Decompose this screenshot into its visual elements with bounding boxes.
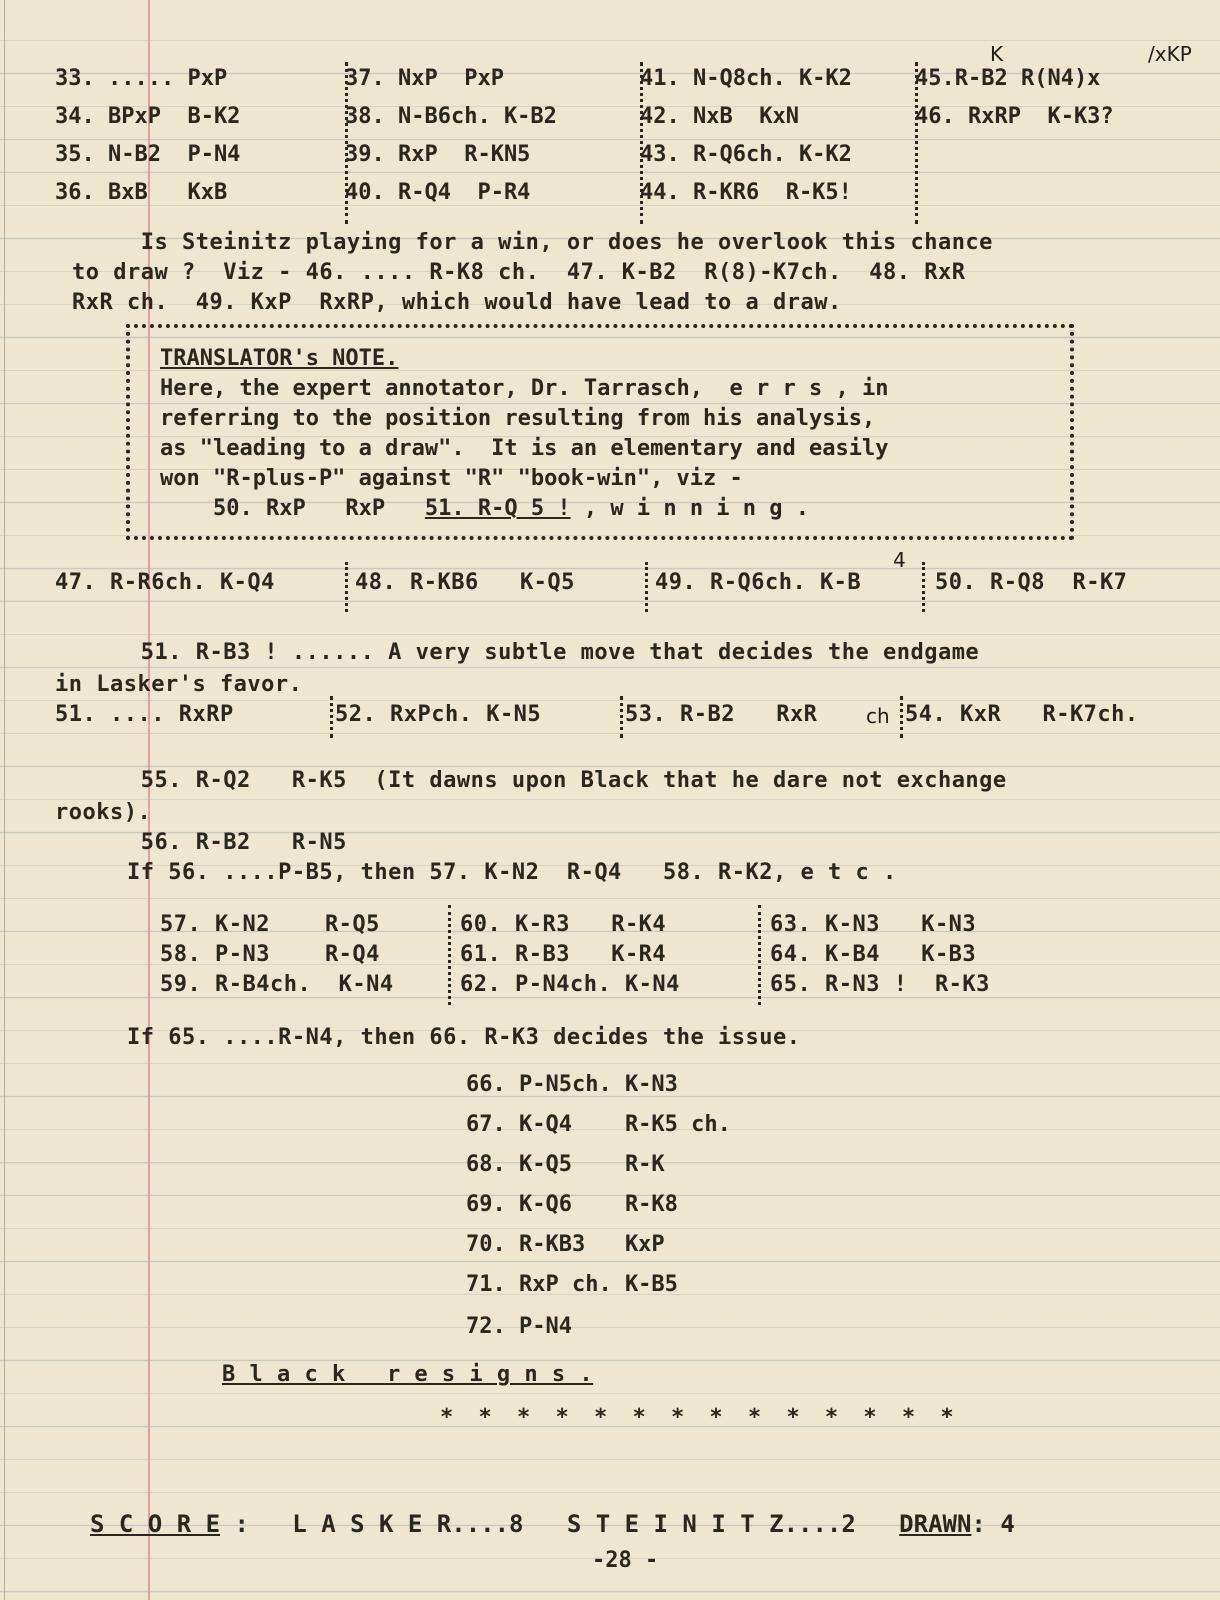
- move-cell: 46. RxRP K-K3?: [915, 104, 1114, 129]
- move-cell: 52. RxPch. K-N5: [335, 702, 542, 727]
- move-cell: 47. R-R6ch. K-Q4: [55, 570, 275, 595]
- move-cell: 50. R-Q8 R-K7: [935, 570, 1128, 595]
- score-players: L A S K E R....8 S T E I N I T Z....2: [292, 1510, 900, 1538]
- column-divider: [345, 562, 348, 612]
- move-cell: 48. R-KB6 K-Q5: [355, 570, 575, 595]
- note-line: referring to the position resulting from his analysis,: [160, 406, 876, 431]
- text-line: 56. R-B2 R-N5: [72, 830, 347, 855]
- note-line-winning: [160, 496, 809, 521]
- move-cell: 36. BxB KxB: [55, 180, 228, 205]
- final-move: 68. K-Q5 R-K: [466, 1152, 665, 1177]
- text-line: to draw ? Viz - 46. .... R-K8 ch. 47. K-B2 R(8)-K7ch. 48. RxR: [72, 260, 966, 285]
- table-row: [55, 142, 1195, 180]
- score-separator: :: [220, 1510, 293, 1538]
- move-cell: 64. K-B4 K-B3: [770, 942, 977, 967]
- final-move: 70. R-KB3 KxP: [466, 1232, 665, 1257]
- handwritten-annotation: K: [990, 42, 1004, 66]
- move-cell: 33. ..... PxP: [55, 66, 228, 91]
- text-line: If 56. ....P-B5, then 57. K-N2 R-Q4 58. R-K2, e t c .: [72, 860, 897, 885]
- text-line: 51. R-B3 ! ...... A very subtle move that decides the endgame: [72, 640, 980, 665]
- moves-table-top: [55, 66, 1195, 218]
- move-cell: 58. P-N3 R-Q4: [160, 942, 380, 967]
- column-divider: [345, 62, 348, 224]
- move-cell: 43. R-Q6ch. K-K2: [640, 142, 852, 167]
- move-cell: 60. K-R3 R-K4: [460, 912, 667, 937]
- score-label: S C O R E: [90, 1510, 221, 1538]
- move-cell: 61. R-B3 K-R4: [460, 942, 667, 967]
- move-cell: 39. RxP R-KN5: [345, 142, 531, 167]
- black-resigns: B l a c k r e s i g n s .: [222, 1362, 594, 1387]
- handwritten-annotation: 4: [893, 548, 906, 572]
- move-cell: 53. R-B2 RxR: [625, 702, 818, 727]
- drawn-label: DRAWN: [899, 1510, 972, 1538]
- move-cell: 35. N-B2 P-N4: [55, 142, 241, 167]
- note-line: won "R-plus-P" against "R" "book-win", viz -: [160, 466, 743, 491]
- note-line: as "leading to a draw". It is an elementary and easily: [160, 436, 889, 461]
- move-cell: 44. R-KR6 R-K5!: [640, 180, 852, 205]
- text-line: 55. R-Q2 R-K5 (It dawns upon Black that he dare not exchange: [72, 768, 1007, 793]
- move-cell: 37. NxP PxP: [345, 66, 504, 91]
- final-move: 66. P-N5ch. K-N3: [466, 1072, 678, 1097]
- note-title: TRANSLATOR's NOTE.: [160, 346, 399, 371]
- score-line: [90, 1510, 1015, 1538]
- divider-stars: * * * * * * * * * * * * * *: [440, 1405, 960, 1430]
- table-row: [55, 180, 1195, 218]
- column-divider: [758, 905, 761, 1005]
- note-line: Here, the expert annotator, Dr. Tarrasch, e r r s , in: [160, 376, 889, 401]
- text-line: rooks).: [55, 800, 152, 825]
- page-edge: [4, 0, 5, 1600]
- move-cell: 42. NxB KxN: [640, 104, 799, 129]
- move-cell: 51. .... RxRP: [55, 702, 234, 727]
- move-cell: 63. K-N3 K-N3: [770, 912, 977, 937]
- note-conclusion: , w i n n i n g .: [570, 496, 810, 521]
- final-move: 71. RxP ch. K-B5: [466, 1272, 678, 1297]
- final-move: 69. K-Q6 R-K8: [466, 1192, 678, 1217]
- table-row: [55, 66, 1195, 104]
- move-cell: 34. BPxP B-K2: [55, 104, 241, 129]
- handwritten-annotation: ch: [866, 704, 890, 728]
- text-line: Is Steinitz playing for a win, or does he overlook this chance: [72, 230, 993, 255]
- drawn-value: : 4: [971, 1510, 1015, 1538]
- text-line: RxR ch. 49. KxP RxRP, which would have lead to a draw.: [72, 290, 842, 315]
- column-divider: [330, 696, 333, 738]
- column-divider: [922, 562, 925, 612]
- final-move: 67. K-Q4 R-K5 ch.: [466, 1112, 731, 1137]
- move-cell: 49. R-Q6ch. K-B: [655, 570, 862, 595]
- column-divider: [900, 696, 903, 738]
- move-cell: 38. N-B6ch. K-B2: [345, 104, 557, 129]
- column-divider: [640, 62, 643, 224]
- table-row: [55, 104, 1195, 142]
- final-move: 72. P-N4: [466, 1314, 572, 1339]
- text-line: If 65. ....R-N4, then 66. R-K3 decides the issue.: [72, 1025, 801, 1050]
- move-cell: 57. K-N2 R-Q5: [160, 912, 380, 937]
- move-cell: 40. R-Q4 P-R4: [345, 180, 531, 205]
- move-cell: 41. N-Q8ch. K-K2: [640, 66, 852, 91]
- column-divider: [448, 905, 451, 1005]
- move-cell: 65. R-N3 ! R-K3: [770, 972, 990, 997]
- move-cell: 62. P-N4ch. K-N4: [460, 972, 680, 997]
- column-divider: [620, 696, 623, 738]
- handwritten-annotation: /xKP: [1148, 42, 1192, 66]
- page-number: -28 -: [592, 1548, 659, 1573]
- column-divider: [915, 62, 918, 224]
- move-cell: 59. R-B4ch. K-N4: [160, 972, 394, 997]
- text-line: in Lasker's favor.: [55, 672, 303, 697]
- move-cell: 45.R-B2 R(N4)x: [915, 66, 1101, 91]
- note-move: 50. RxP RxP: [160, 496, 425, 521]
- move-cell: 54. KxR R-K7ch.: [905, 702, 1139, 727]
- column-divider: [645, 562, 648, 612]
- translators-note-box: [126, 324, 1074, 540]
- note-key-move: 51. R-Q 5 !: [424, 496, 571, 521]
